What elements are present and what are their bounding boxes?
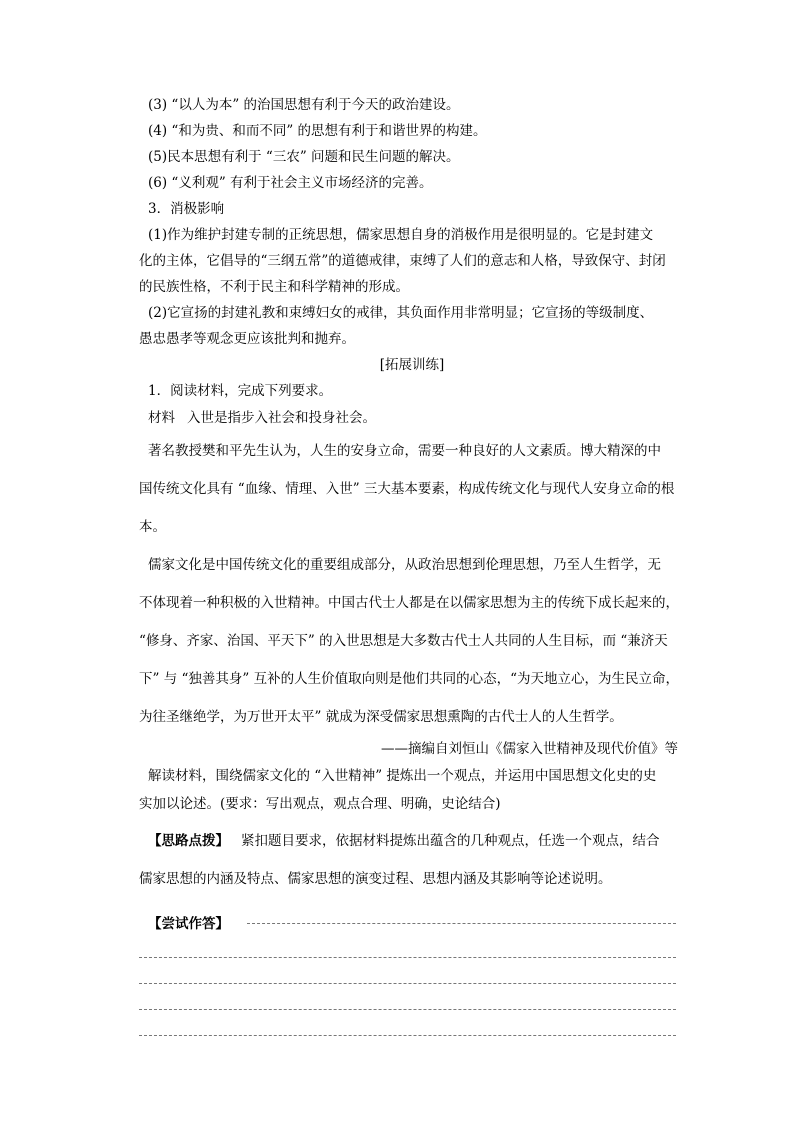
material-para-1-line-1: 著名教授樊和平先生认为，人生的安身立命，需要一种良好的人文素质。博大精深的中	[148, 443, 661, 459]
extension-training-heading: [拓展训练]	[379, 357, 445, 373]
material-para-2-line-1: 儒家文化是中国传统文化的重要组成部分，从政治思想到伦理思想，乃至人生哲学，无	[148, 557, 661, 573]
point-6: (6) “义利观” 有利于社会主义市场经济的完善。	[148, 175, 433, 191]
material-para-2-line-3: “修身、齐家、治国、平天下” 的入世思想是大多数古代士人共同的人生目标，而 “兼济天	[139, 633, 668, 649]
point-5: (5)民本思想有利于 “三农” 问题和民生问题的解决。	[148, 149, 460, 165]
hint-text: 紧扣题目要求，依据材料提炼出蕴含的几种观点，任选一个观点，结合	[241, 833, 660, 849]
material-para-2-line-5: 为往圣继绝学，为万世开太平” 就成为深受儒家思想熏陶的古代士人的人生哲学。	[139, 709, 623, 725]
answer-area-first-line	[148, 898, 676, 932]
task-line-2: 实加以论述。(要求：写出观点，观点合理、明确，史论结合)	[139, 796, 501, 812]
material-body	[139, 432, 679, 736]
negative-para-2-line-1: (2)它宣扬的封建礼教和束缚妇女的戒律，其负面作用非常明显；它宣扬的等级制度、	[148, 305, 654, 321]
hint-label: 【思路点拨】	[148, 833, 229, 849]
attempt-label: 【尝试作答】	[148, 916, 229, 932]
negative-para-2-line-2: 愚忠愚孝等观念更应该批判和抛弃。	[139, 331, 355, 347]
negative-para-1-line-3: 的民族性格，不利于民主和科学精神的形成。	[139, 279, 409, 295]
negative-para-1-line-1: (1)作为维护封建专制的正统思想，儒家思想自身的消极作用是很明显的。它是封建文	[148, 227, 654, 243]
point-4: (4) “和为贵、和而不同” 的思想有利于和谐世界的构建。	[148, 123, 487, 139]
material-source: ——摘编自刘恒山《儒家入世精神及现代价值》等	[381, 741, 678, 757]
answer-line[interactable]	[139, 1034, 676, 1036]
material-para-2-line-2: 不体现着一种积极的入世精神。中国古代士人都是在以儒家思想为主的传统下成长起来的，	[139, 595, 679, 611]
hint-line-1	[148, 822, 676, 860]
task-line-1: 解读材料，围绕儒家文化的 “入世精神” 提炼出一个观点，并运用中国思想文化史的史	[148, 768, 657, 784]
page-content	[139, 92, 679, 1036]
answer-line[interactable]	[139, 1008, 676, 1010]
material-definition: 入世是指步入社会和投身社会。	[187, 410, 376, 426]
answer-lines	[139, 956, 676, 1036]
section-heading-negative-impact: 3．消极影响	[148, 201, 225, 217]
question-1: 1．阅读材料，完成下列要求。	[148, 383, 333, 399]
material-intro	[148, 404, 676, 432]
material-para-1-line-3: 本。	[139, 519, 166, 535]
answer-line[interactable]	[139, 956, 676, 958]
material-label: 材料	[148, 410, 175, 426]
material-para-1-line-2: 国传统文化具有 “血缘、情理、入世” 三大基本要素，构成传统文化与现代人安身立命的根	[139, 481, 675, 497]
material-para-2-line-4: 下” 与 “独善其身” 互补的人生价值取向则是他们共同的心态，“为天地立心，为生民立命，	[139, 671, 679, 687]
negative-para-1-line-2: 化的主体，它倡导的“三纲五常”的道德戒律，束缚了人们的意志和人格，导致保守、封闭	[139, 253, 666, 269]
hint-line-2: 儒家思想的内涵及特点、儒家思想的演变过程、思想内涵及其影响等论述说明。	[139, 871, 612, 887]
answer-line[interactable]	[139, 982, 676, 984]
answer-line[interactable]	[247, 922, 676, 924]
point-3: (3) “以人为本” 的治国思想有利于今天的政治建设。	[148, 97, 460, 113]
